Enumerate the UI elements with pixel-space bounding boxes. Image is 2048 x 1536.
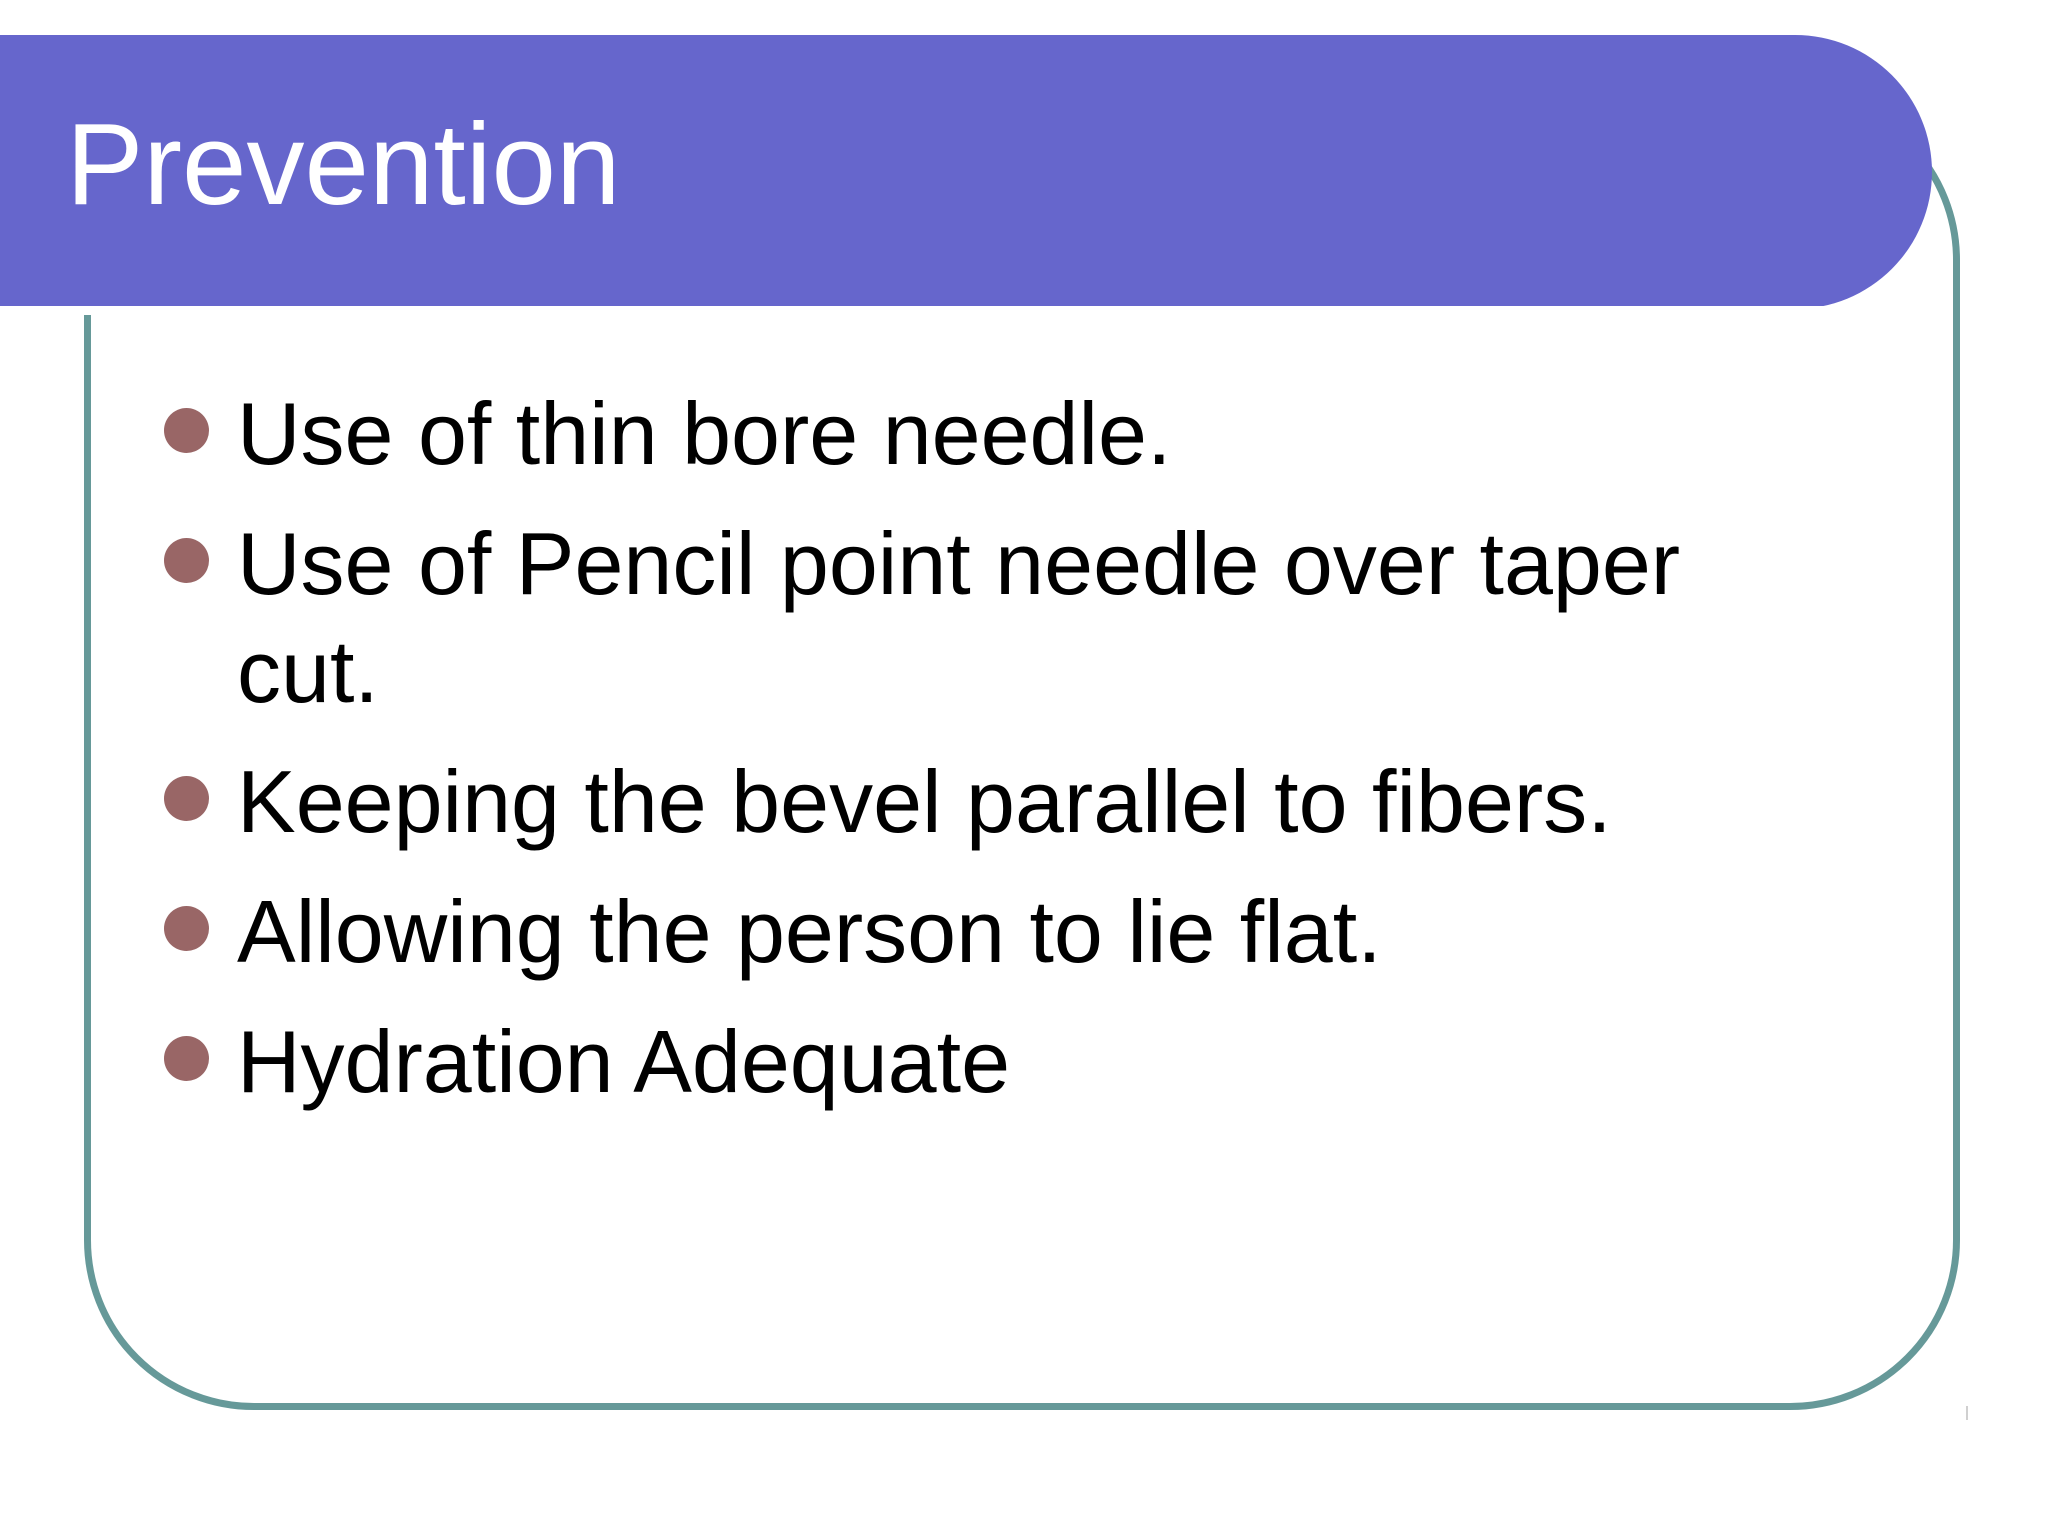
bullet-dot-icon (164, 538, 209, 583)
bullet-text: Keeping the bevel parallel to fibers. (237, 752, 1612, 851)
slide-title: Prevention (66, 99, 621, 229)
title-underline (0, 306, 1829, 315)
bullet-text: Use of Pencil point needle over taper cut. (237, 514, 1681, 721)
bullet-item-hydration (164, 1008, 1784, 1116)
corner-mark (1966, 1406, 1968, 1420)
bullet-item-thin-bore-needle (164, 380, 1784, 488)
bullet-list (164, 380, 1784, 1138)
bullet-item-lie-flat (164, 878, 1784, 986)
bullet-dot-icon (164, 776, 209, 821)
bullet-item-pencil-point-needle (164, 510, 1784, 726)
bullet-dot-icon (164, 1036, 209, 1081)
bullet-text: Use of thin bore needle. (237, 384, 1172, 483)
bullet-text: Allowing the person to lie flat. (237, 882, 1382, 981)
bullet-dot-icon (164, 906, 209, 951)
bullet-text: Hydration Adequate (237, 1012, 1011, 1111)
bullet-item-bevel-parallel (164, 748, 1784, 856)
bullet-dot-icon (164, 408, 209, 453)
